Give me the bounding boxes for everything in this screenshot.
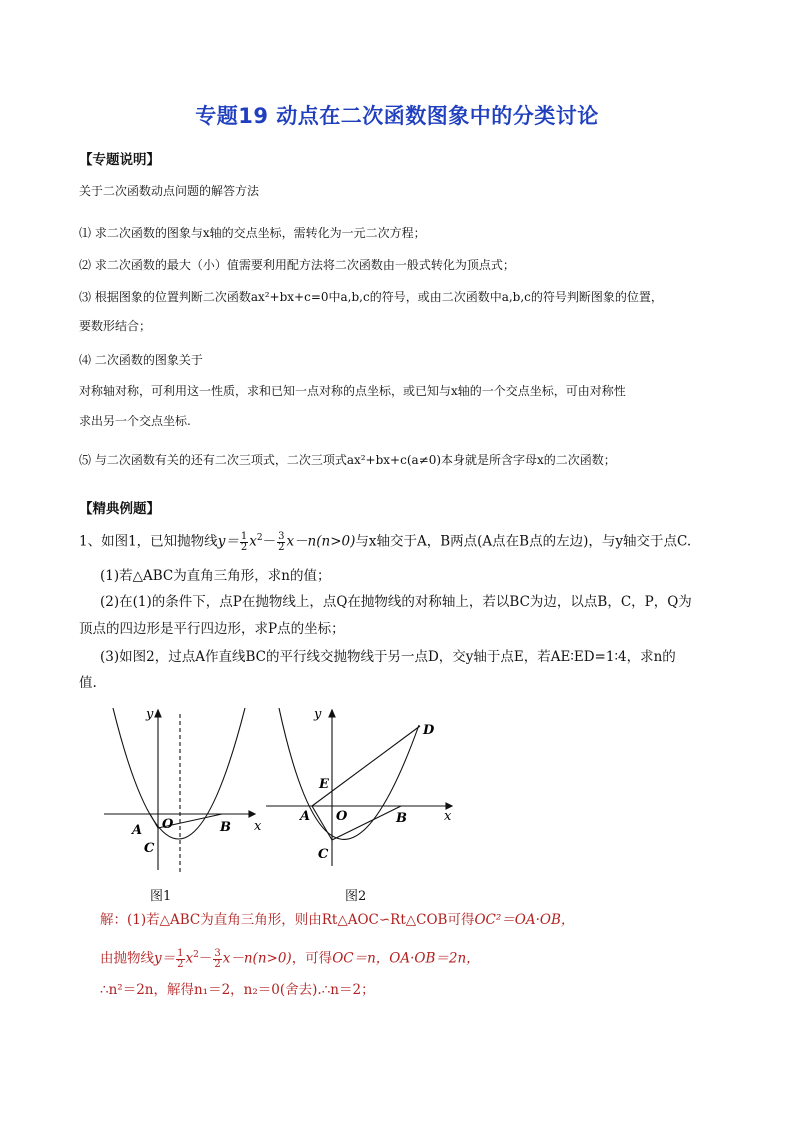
y-axis-arrow — [329, 710, 335, 717]
point-3: ⑶ 根据图象的位置判断二次函数ax²+bx+c=0中a,b,c的符号，或由二次函数中a,b,c的符号判断图象的位置， — [79, 290, 663, 304]
segment-ac — [312, 806, 332, 840]
section-heading-description: 【专题说明】 — [79, 152, 160, 168]
label-x: x — [444, 809, 452, 824]
solution-line-3: ∴n²＝2n，解得n₁＝2，n₂＝0(舍去).∴n＝2； — [100, 982, 375, 998]
point-4-cont2: 求出另一个交点坐标. — [79, 414, 191, 428]
figure-2-caption: 图2 — [345, 889, 367, 904]
intro-text: 关于二次函数动点问题的解答方法 — [79, 184, 260, 198]
figure-1-caption: 图1 — [150, 889, 172, 904]
figure-1 — [100, 700, 270, 880]
page-title: 专题19 动点在二次函数图象中的分类讨论 — [195, 104, 599, 128]
question-2-cont: 顶点的四边形是平行四边形，求P点的坐标； — [79, 621, 345, 637]
figure-2 — [262, 700, 462, 880]
label-d: D — [423, 723, 435, 738]
segment-ac — [150, 814, 158, 828]
label-a: A — [300, 809, 311, 824]
label-b: B — [220, 820, 231, 835]
question-2: (2)在(1)的条件下，点P在抛物线上，点Q在抛物线的对称轴上，若以BC为边，以点B，C，P，Q为 — [100, 594, 692, 610]
y-axis-arrow — [155, 710, 161, 717]
solution-line-1: 解：(1)若△ABC为直角三角形，则由Rt△AOC∽Rt△COB可得OC²＝OA·OB， — [100, 912, 575, 928]
label-c: C — [318, 847, 329, 862]
label-b: B — [396, 811, 407, 826]
label-y: y — [146, 707, 154, 722]
solution-line-2: 由抛物线y＝ $\frac{1}{2}$ $x^2-$ $\frac{3}{2}$ x－n(n>0)，可得OC＝n，OA·OB＝2n， — [100, 947, 480, 970]
label-a: A — [132, 823, 143, 838]
label-x: x — [254, 819, 262, 834]
point-3-cont: 要数形结合； — [79, 319, 152, 333]
question-3-cont: 值. — [79, 675, 97, 691]
point-4-cont: 对称轴对称，可利用这一性质，求和已知一点对称的点坐标，或已知与x轴的一个交点坐标，可由对称性 — [79, 384, 626, 398]
label-e: E — [319, 777, 329, 792]
label-y: y — [314, 707, 322, 722]
label-o: O — [162, 817, 174, 832]
label-c: C — [144, 841, 155, 856]
problem-stem: 1、如图1，已知抛物线y＝ $\frac{1}{2}$ $x^2-$ $\frac{3}{2}$ x－n(n>0)与x轴交于A，B两点(A点在B点的左边)，与y轴交于点C. — [79, 530, 692, 553]
point-4: ⑷ 二次函数的图象关于 — [79, 353, 203, 367]
segment-ad — [312, 726, 420, 806]
x-axis-arrow — [249, 811, 255, 817]
question-3: (3)如图2，过点A作直线BC的平行线交抛物线于另一点D，交y轴于点E，若AE∶ED=1∶4，求n的 — [100, 649, 676, 665]
point-1: ⑴ 求二次函数的图象与x轴的交点坐标，需转化为一元二次方程； — [79, 226, 426, 240]
point-2: ⑵ 求二次函数的最大（小）值需要利用配方法将二次函数由一般式转化为顶点式； — [79, 258, 515, 272]
label-o: O — [336, 809, 348, 824]
question-1: (1)若△ABC为直角三角形，求n的值； — [100, 568, 331, 584]
section-heading-examples: 【精典例题】 — [79, 501, 160, 517]
point-5: ⑸ 与二次函数有关的还有二次三项式，二次三项式ax²+bx+c(a≠0)本身就是所含字母x的二次函数； — [79, 453, 616, 467]
